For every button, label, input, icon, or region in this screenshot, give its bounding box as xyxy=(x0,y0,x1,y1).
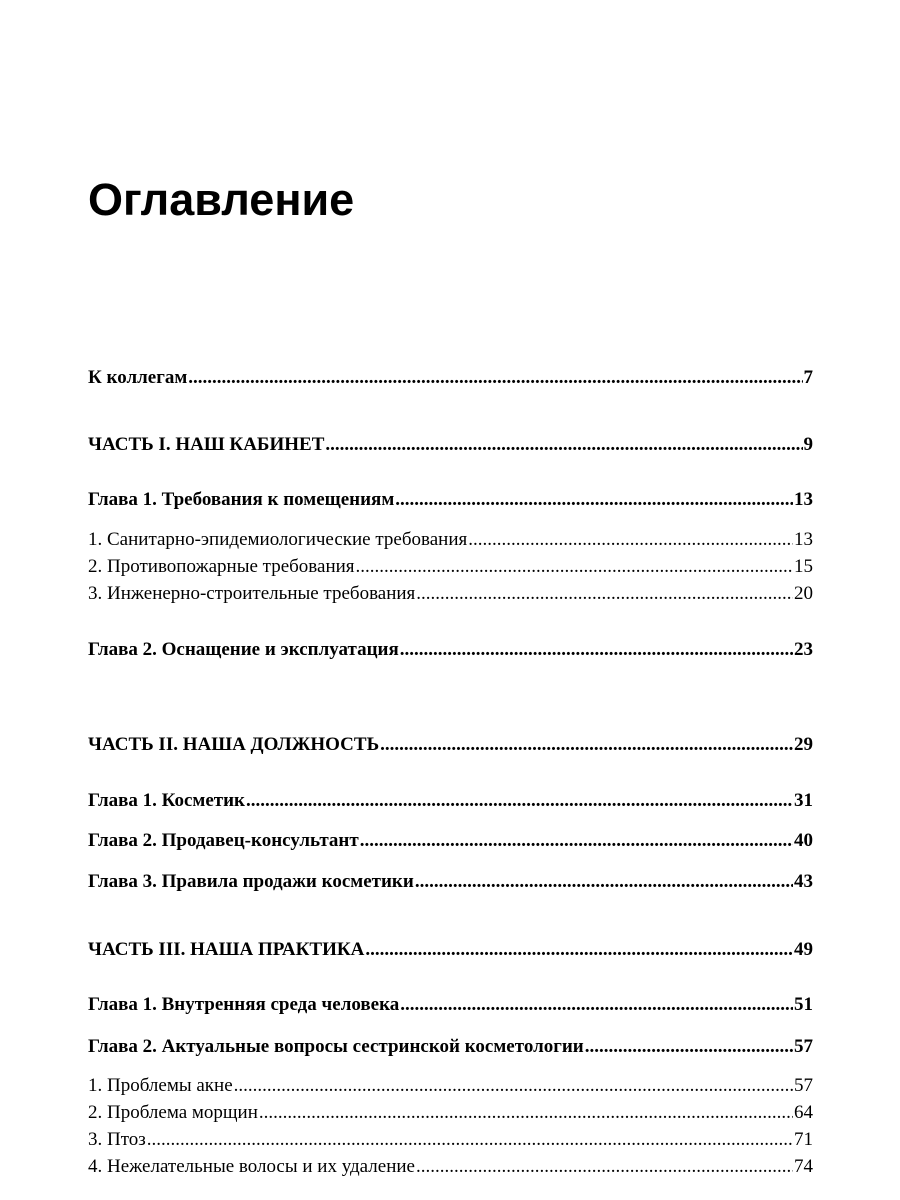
toc-entry-label: Глава 3. Правила продажи косметики xyxy=(88,871,414,892)
toc-dot-leader xyxy=(325,433,802,457)
toc-entry-part-3-chapter-2-section-3[interactable] xyxy=(88,1128,813,1152)
toc-entry-label: Глава 2. Продавец-консультант xyxy=(88,830,359,851)
toc-page-number: 57 xyxy=(794,1075,813,1096)
toc-dot-leader xyxy=(585,1035,793,1059)
toc-entry-part-3-chapter-2[interactable] xyxy=(88,1035,813,1059)
toc-entry-label: ЧАСТЬ III. НАША ПРАКТИКА xyxy=(88,939,365,960)
toc-dot-leader xyxy=(395,488,793,512)
toc-dot-leader xyxy=(416,582,793,606)
toc-page-number: 7 xyxy=(803,367,813,388)
toc-entry-part-2-chapter-2[interactable] xyxy=(88,829,813,853)
toc-entry-part-2-chapter-1[interactable] xyxy=(88,789,813,813)
toc-entry-label: 1. Проблемы акне xyxy=(88,1075,233,1096)
toc-page-number: 31 xyxy=(794,790,813,811)
toc-entry-label: Глава 1. Косметик xyxy=(88,790,245,811)
toc-dot-leader xyxy=(147,1128,793,1152)
toc-entry-part-1[interactable] xyxy=(88,433,813,457)
toc-dot-leader xyxy=(400,638,793,662)
toc-entry-part-1-chapter-1-section-2[interactable] xyxy=(88,555,813,579)
toc-entry-part-1-chapter-1-section-1[interactable] xyxy=(88,528,813,552)
toc-page-number: 74 xyxy=(794,1156,813,1177)
toc-entry-label: Глава 1. Внутренняя среда человека xyxy=(88,994,400,1015)
toc-dot-leader xyxy=(415,870,793,894)
toc-entry-part-1-chapter-2[interactable] xyxy=(88,638,813,662)
toc-dot-leader xyxy=(259,1101,793,1125)
toc-page-number: 40 xyxy=(794,830,813,851)
toc-entry-part-3[interactable] xyxy=(88,938,813,962)
toc-entry-to-colleagues[interactable] xyxy=(88,366,813,390)
toc-dot-leader xyxy=(400,993,793,1017)
toc-dot-leader xyxy=(246,789,793,813)
toc-page-number: 71 xyxy=(794,1129,813,1150)
toc-entry-part-3-chapter-2-section-1[interactable] xyxy=(88,1074,813,1098)
toc-dot-leader xyxy=(416,1155,793,1179)
toc-page-number: 13 xyxy=(794,489,813,510)
toc-page-number: 13 xyxy=(794,529,813,550)
toc-page-number: 29 xyxy=(794,734,813,755)
toc-entry-part-2-chapter-3[interactable] xyxy=(88,870,813,894)
toc-page-number: 43 xyxy=(794,871,813,892)
toc-page-number: 23 xyxy=(794,639,813,660)
toc-entry-part-3-chapter-2-section-2[interactable] xyxy=(88,1101,813,1125)
toc-dot-leader xyxy=(365,938,793,962)
toc-entry-label: ЧАСТЬ II. НАША ДОЛЖНОСТЬ xyxy=(88,734,380,755)
toc-page-number: 9 xyxy=(803,434,813,455)
page-title: Оглавление xyxy=(88,174,355,225)
toc-entry-label: ЧАСТЬ I. НАШ КАБИНЕТ xyxy=(88,434,325,455)
toc-page-number: 20 xyxy=(794,583,813,604)
toc-entry-label: 4. Нежелательные волосы и их удаление xyxy=(88,1156,415,1177)
toc-page-number: 64 xyxy=(794,1102,813,1123)
toc-entry-label: Глава 1. Требования к помещениям xyxy=(88,489,395,510)
toc-entry-label: 2. Противопожарные требования xyxy=(88,556,355,577)
toc-entry-label: 3. Инженерно-строительные требования xyxy=(88,583,416,604)
toc-entry-part-1-chapter-1[interactable] xyxy=(88,488,813,512)
toc-entry-label: 1. Санитарно-эпидемиологические требования xyxy=(88,529,468,550)
toc-entry-label: 3. Птоз xyxy=(88,1129,146,1150)
toc-page-number: 49 xyxy=(794,939,813,960)
toc-entry-part-3-chapter-1[interactable] xyxy=(88,993,813,1017)
toc-page-number: 51 xyxy=(794,994,813,1015)
toc-dot-leader xyxy=(356,555,793,579)
toc-entry-label: 2. Проблема морщин xyxy=(88,1102,258,1123)
toc-dot-leader xyxy=(360,829,793,853)
toc-page-number: 15 xyxy=(794,556,813,577)
toc-dot-leader xyxy=(188,366,802,390)
toc-entry-part-1-chapter-1-section-3[interactable] xyxy=(88,582,813,606)
toc-entry-part-3-chapter-2-section-4[interactable] xyxy=(88,1155,813,1179)
toc-entry-label: Глава 2. Оснащение и эксплуатация xyxy=(88,639,399,660)
toc-dot-leader xyxy=(234,1074,793,1098)
toc-page-number: 57 xyxy=(794,1036,813,1057)
toc-entry-label: К коллегам xyxy=(88,367,188,388)
toc-dot-leader xyxy=(380,733,793,757)
toc-entry-part-2[interactable] xyxy=(88,733,813,757)
toc-entry-label: Глава 2. Актуальные вопросы сестринской косметологии xyxy=(88,1036,584,1057)
toc-dot-leader xyxy=(468,528,793,552)
